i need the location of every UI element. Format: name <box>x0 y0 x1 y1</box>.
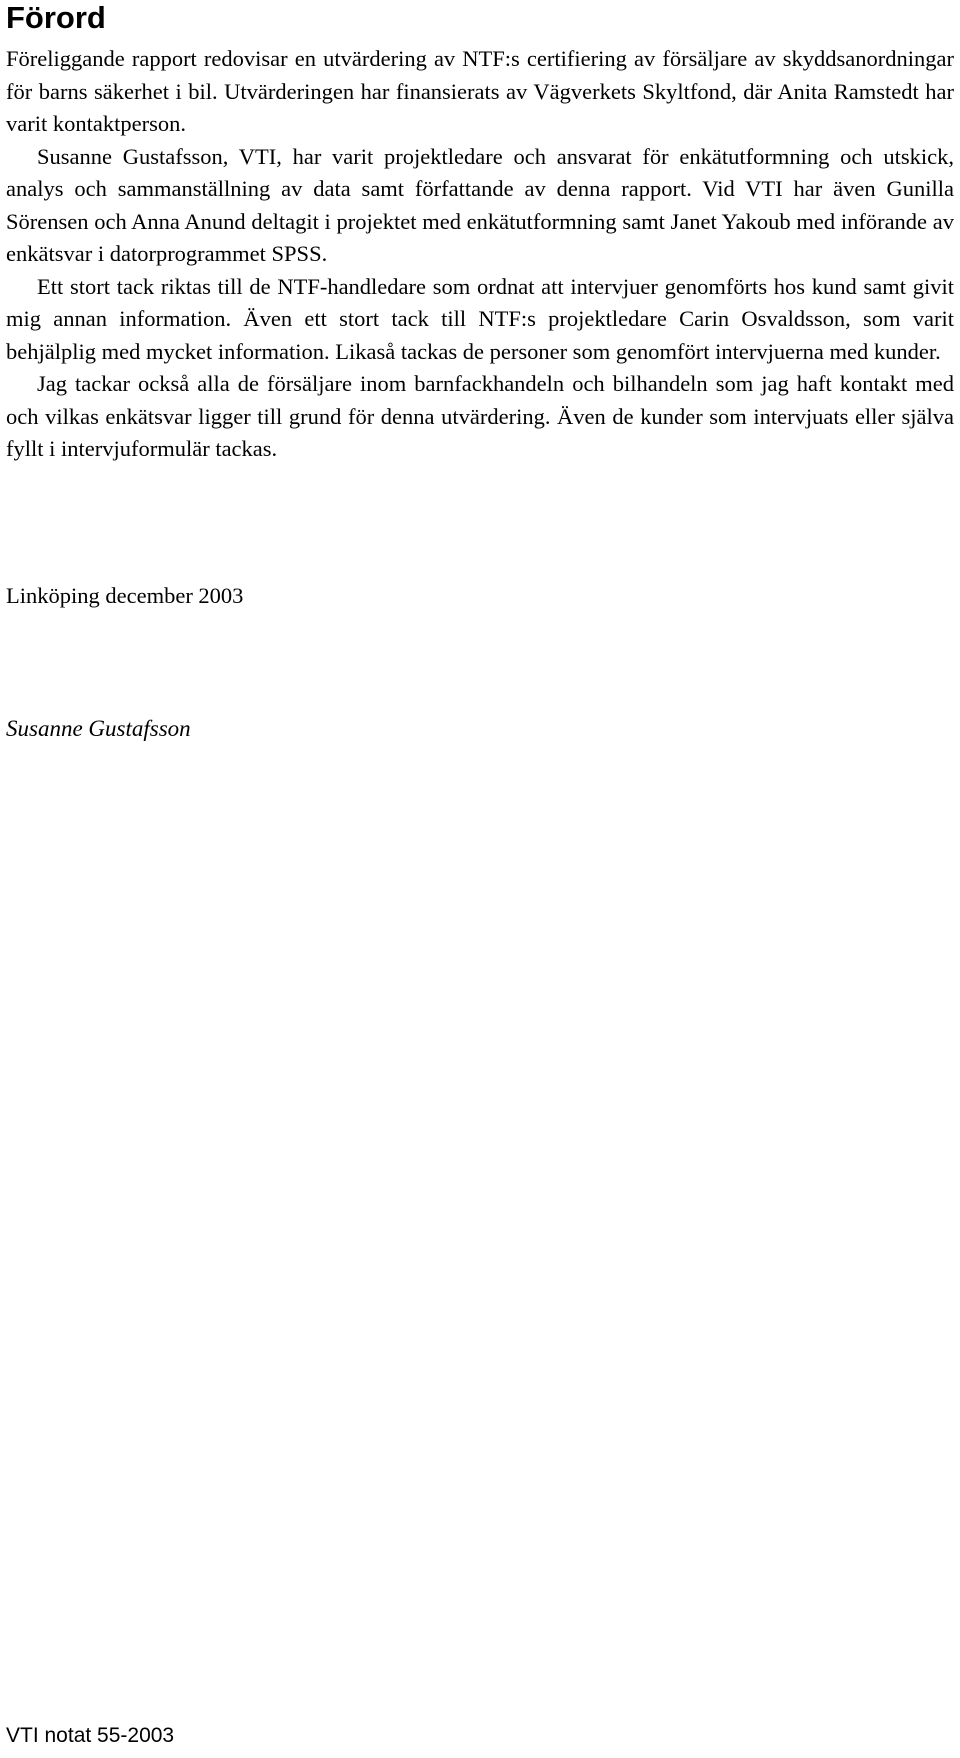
paragraph-2: Susanne Gustafsson, VTI, har varit projektledare och ansvarat för enkätutformning och utskick, analys och sammanställning av data samt författande av denna rapport. Vid VTI har även Gunilla Sörensen och Anna Anund deltagit i projektet med enkätutformning samt Janet Yakoub med införande av enkätsvar i datorprogrammet SPSS. <box>6 143 954 266</box>
paragraph-4: Jag tackar också alla de försäljare inom barnfackhandeln och bilhandeln som jag haft kontakt med och vilkas enkätsvar ligger till grund för denna utvärdering. Även de kunder som intervjuats eller själva fyllt i intervjuformulär tackas. <box>6 371 954 461</box>
place-and-date: Linköping december 2003 <box>6 583 244 608</box>
paragraph-1: Föreliggande rapport redovisar en utvärdering av NTF:s certifiering av försäljare av skyddsanordningar för barns säkerhet i bil. Utvärderingen har finansierats av Vägverkets Skyltfond, där Anita Ramstedt har varit kontaktperson. <box>6 46 954 136</box>
signature: Susanne Gustafsson <box>6 716 191 741</box>
page-footer: VTI notat 55-2003 <box>6 1724 175 1747</box>
foreword-body <box>6 43 954 466</box>
paragraph-3: Ett stort tack riktas till de NTF-handledare som ordnat att intervjuer genomförts hos kund samt givit mig annan information. Även ett stort tack till NTF:s projektledare Carin Osvaldsson, som varit behjälplig med mycket information. Likaså tackas de personer som genomfört intervjuerna med kunder. <box>6 273 954 364</box>
document-page <box>6 0 954 1758</box>
page-title: Förord <box>6 0 106 35</box>
